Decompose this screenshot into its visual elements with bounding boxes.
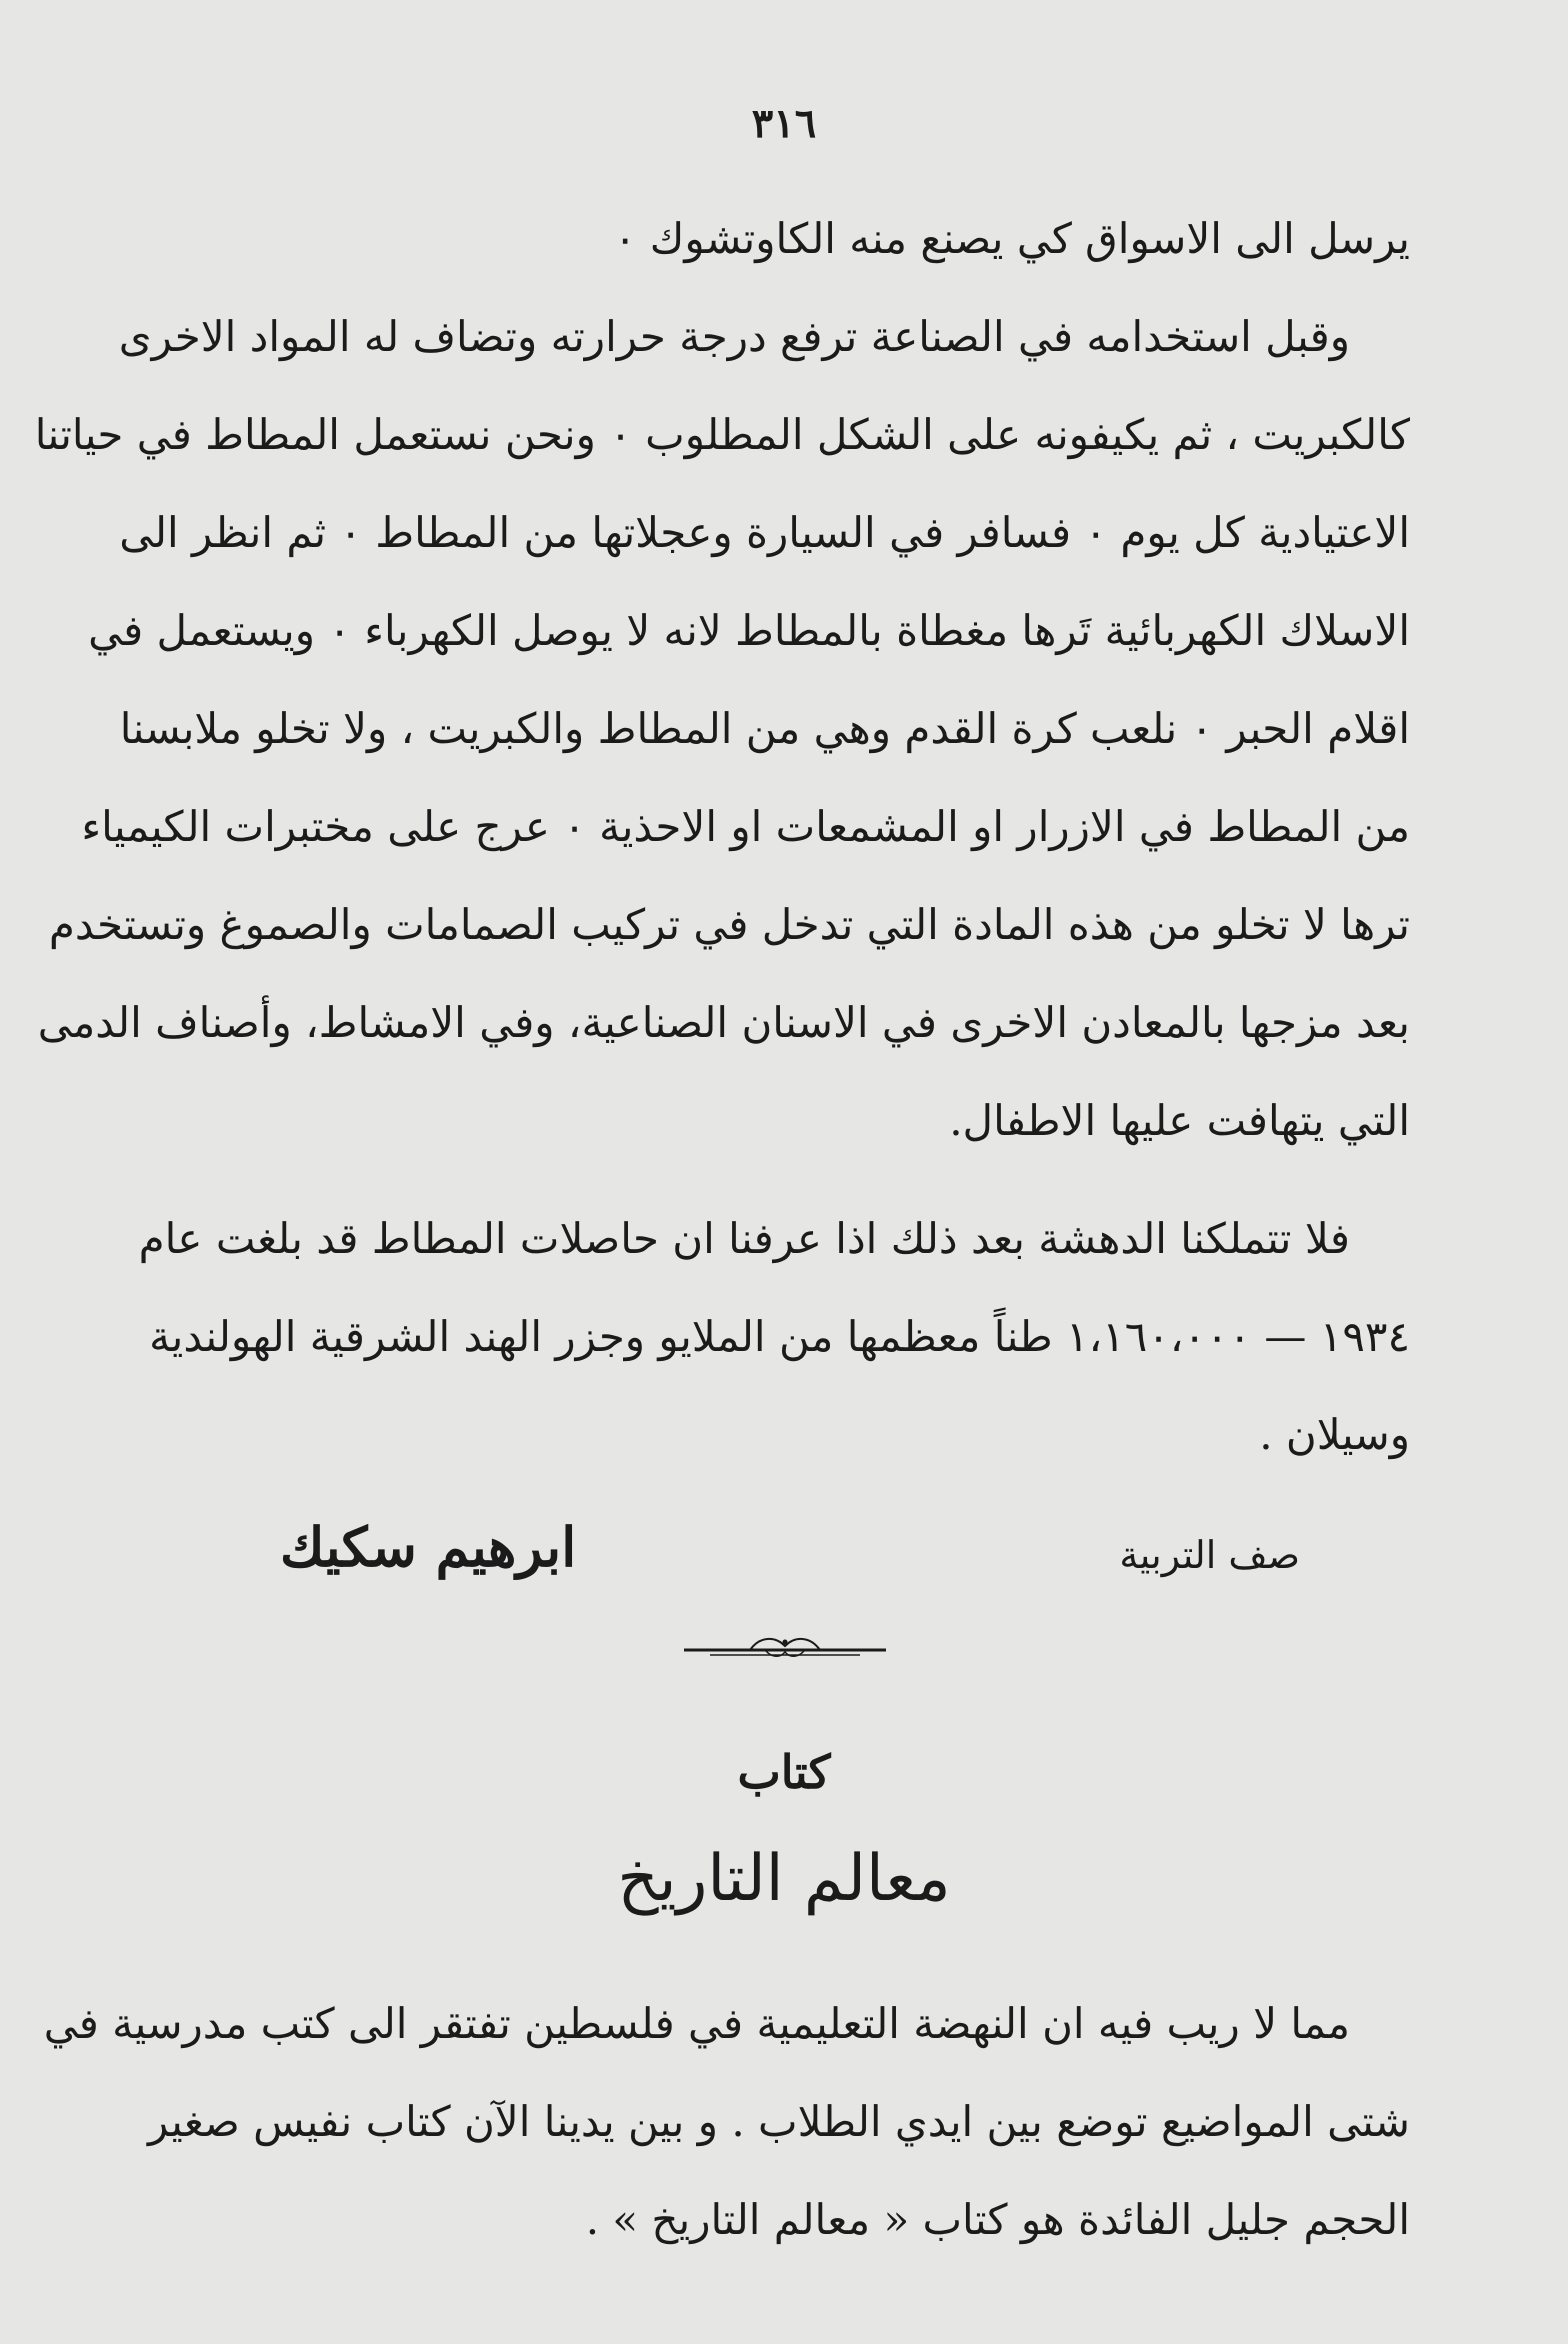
paragraph-line: وقبل استخدامه في الصناعة ترفع درجة حرارته وتضاف له المواد الاخرى bbox=[118, 312, 1350, 361]
paragraph-line: الاعتيادية كل يوم ٠ فسافر في السيارة وعجلاتها من المطاط ٠ ثم انظر الى bbox=[119, 508, 1410, 557]
section-label: كتاب bbox=[737, 1745, 831, 1799]
paragraph-line: من المطاط في الازرار او المشمعات او الاحذية ٠ عرج على مختبرات الكيمياء bbox=[81, 802, 1410, 851]
book-review-body bbox=[43, 1975, 1410, 2269]
paragraph-line: وسيلان . bbox=[1259, 1410, 1410, 1459]
article-body-continued bbox=[138, 1190, 1410, 1484]
paragraph-line: الحجم جليل الفائدة هو كتاب « معالم التاريخ » . bbox=[585, 2195, 1410, 2244]
paragraph-line: فلا تتملكنا الدهشة بعد ذلك اذا عرفنا ان حاصلات المطاط قد بلغت عام bbox=[138, 1214, 1350, 1263]
paragraph-line: ١٩٣٤ — ١،١٦٠،٠٠٠ طناً معظمها من الملايو وجزر الهند الشرقية الهولندية bbox=[149, 1312, 1410, 1361]
paragraph-line: بعد مزجها بالمعادن الاخرى في الاسنان الصناعية، وفي الامشاط، وأصناف الدمى bbox=[37, 998, 1410, 1047]
paragraph-line: التي يتهافت عليها الاطفال. bbox=[949, 1096, 1410, 1145]
paragraph-line: الاسلاك الكهربائية تَرها مغطاة بالمطاط لانه لا يوصل الكهرباء ٠ ويستعمل في bbox=[88, 606, 1410, 655]
signature-school: صف التربية bbox=[1119, 1533, 1300, 1577]
paragraph-line: مما لا ريب فيه ان النهضة التعليمية في فلسطين تفتقر الى كتب مدرسية في bbox=[43, 1999, 1350, 2048]
paragraph-line: شتى المواضيع توضع بين ايدي الطلاب . و بين يدينا الآن كتاب نفيس صغير bbox=[147, 2097, 1410, 2146]
paragraph-line: اقلام الحبر ٠ نلعب كرة القدم وهي من المطاط والكبريت ، ولا تخلو ملابسنا bbox=[119, 704, 1410, 753]
paragraph-line: ترها لا تخلو من هذه المادة التي تدخل في تركيب الصمامات والصموغ وتستخدم bbox=[48, 900, 1410, 949]
signature-row bbox=[260, 1515, 1320, 1605]
divider-ornament-icon bbox=[680, 1628, 890, 1668]
signature-author: ابرهيم سكيك bbox=[280, 1515, 577, 1579]
article-body bbox=[34, 190, 1410, 1170]
page-number: ٣١٦ bbox=[751, 100, 817, 147]
paragraph-line: يرسل الى الاسواق كي يصنع منه الكاوتشوك ٠ bbox=[613, 214, 1410, 263]
section-title: معالم التاريخ bbox=[617, 1842, 951, 1916]
paragraph-line: كالكبريت ، ثم يكيفونه على الشكل المطلوب ٠ ونحن نستعمل المطاط في حياتنا bbox=[34, 410, 1410, 459]
